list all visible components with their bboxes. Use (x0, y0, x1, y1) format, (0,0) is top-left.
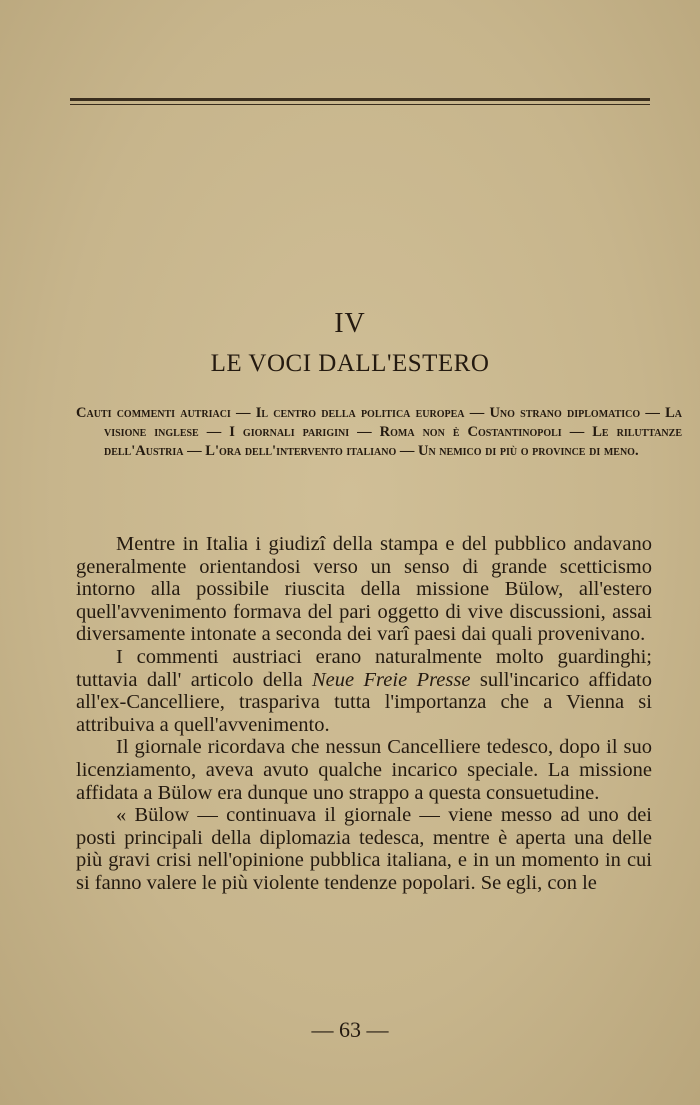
header-rule-thick (70, 98, 650, 101)
paragraph (76, 646, 652, 736)
paragraph: Il giornale ricordava che nessun Cancelliere tedesco, dopo il suo licenziamento, aveva avuto qualche incarico speciale. La missione affidata a Bülow era dunque uno strappo a questa consuetudine. (76, 736, 652, 804)
chapter-title: LE VOCI DALL'ESTERO (210, 350, 490, 377)
paragraph: Mentre in Italia i giudizî della stampa e del pubblico andavano generalmente orientandosi verso un senso di grande scetticismo intorno alla possibile riuscita della missione Bülow, all'estero quell'avvenimento formava del pari oggetto di vive discussioni, assai diversamente intonate a seconda dei varî paesi dai quali provenivano. (76, 533, 652, 646)
body-text (76, 533, 652, 895)
paragraph-text: sull'incarico affidato all'ex-Cancelliere, traspariva tutta l'importanza che a Vienna si attribuiva a quell'avvenimento. (76, 668, 652, 736)
paragraph: « Bülow — continuava il giornale — viene messo ad uno dei posti principali della diplomazia tedesca, mentre è aperta una delle più gravi crisi nell'opinione pubblica italiana, e in un momento in cui si fanno valere le più violente tendenze popolari. Se egli, con le (76, 804, 652, 894)
header-rule-thin (70, 104, 650, 105)
chapter-number: IV (334, 308, 366, 339)
paragraph-text: I commenti austriaci erano naturalmente molto guardinghi; tuttavia dall' articolo della (76, 645, 652, 691)
page-number: — 63 — (311, 1017, 389, 1042)
newspaper-title: Neue Freie Presse (312, 668, 471, 691)
chapter-summary: Cauti commenti autriaci — Il centro della politica europea — Uno strano diplomatico — La visione inglese — I giornali parigini — Roma non è Costantinopoli — Le riluttanze dell'Austria — L'ora dell'intervento italiano — Un nemico di più o province di meno. (76, 405, 682, 459)
